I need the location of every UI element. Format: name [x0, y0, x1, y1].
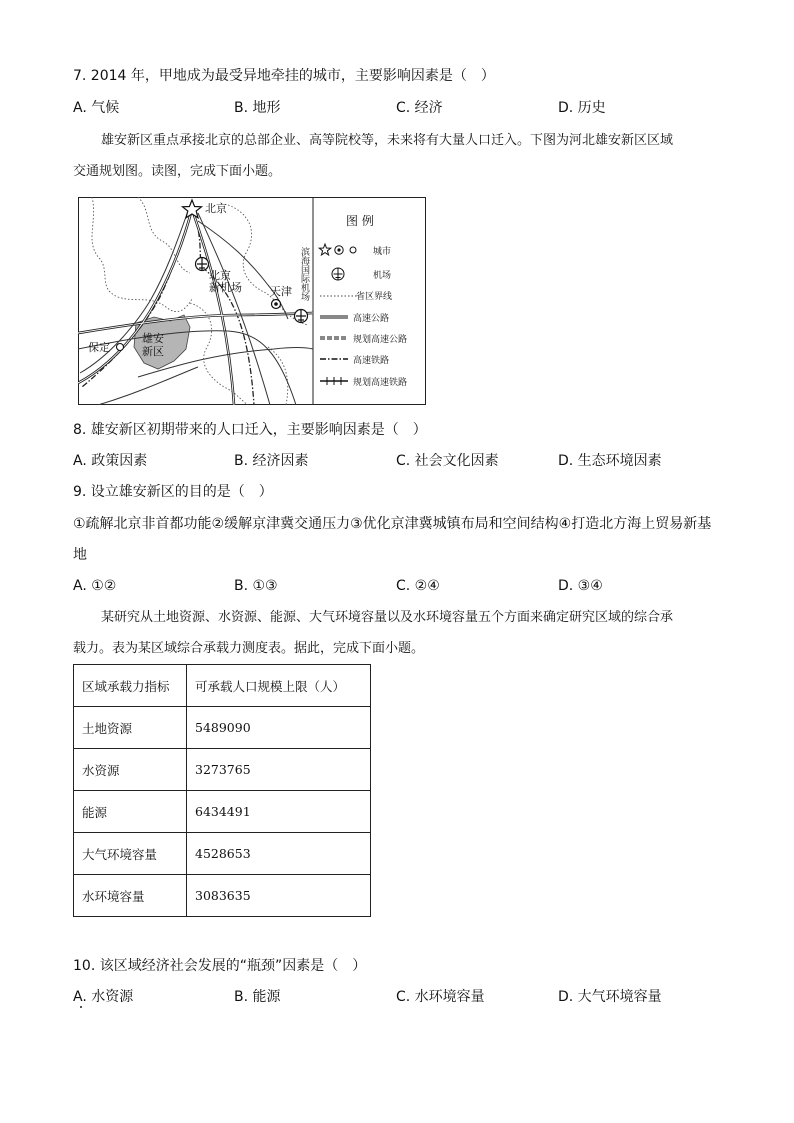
- svg-text:规划高速公路: 规划高速公路: [353, 335, 408, 345]
- label-baoding: 保定: [88, 341, 110, 354]
- label-binhai-airport: 滨海国际机场: [299, 247, 309, 301]
- q8-option-b[interactable]: B. 经济因素: [234, 453, 309, 469]
- intro-1-line-2: 交通规划图。读图，完成下面小题。: [73, 164, 282, 179]
- q8-option-d[interactable]: D. 生态环境因素: [558, 453, 662, 469]
- label-new-airport-2: 新机场: [209, 281, 242, 294]
- table-cell-value: 4528653: [187, 833, 371, 875]
- table-row: [74, 791, 371, 833]
- legend-town-icon: [350, 247, 356, 253]
- table-row: [74, 833, 371, 875]
- binhai-airport-icon: [295, 310, 308, 323]
- table-header-row: [74, 665, 371, 707]
- svg-text:机场: 机场: [373, 271, 392, 281]
- label-tianjin: 天津: [270, 285, 292, 298]
- q7-option-c[interactable]: C. 经济: [396, 100, 443, 116]
- table-row: [74, 875, 371, 917]
- legend-title: 图 例: [346, 214, 374, 228]
- q10-option-a[interactable]: A. 水资源: [73, 989, 134, 1005]
- q7-option-a[interactable]: A. 气候: [73, 100, 120, 116]
- label-xiongan-2: 新区: [142, 345, 164, 358]
- table-cell-value: 3083635: [187, 875, 371, 917]
- table-cell-value: 5489090: [187, 707, 371, 749]
- capacity-table: [73, 664, 371, 917]
- svg-text:高速公路: 高速公路: [353, 314, 390, 324]
- q7-option-b[interactable]: B. 地形: [234, 100, 281, 116]
- intro-1-line-1: 雄安新区重点承接北京的总部企业、高等院校等，未来将有大量人口迁入。下图为河北雄安新区区域: [101, 133, 674, 148]
- svg-text:城市: 城市: [373, 247, 392, 257]
- table-row: [74, 707, 371, 749]
- table-cell-indicator: 水环境容量: [74, 875, 187, 917]
- q8-option-a[interactable]: A. 政策因素: [73, 453, 148, 469]
- xiongan-transport-map: [78, 197, 426, 405]
- label-beijing: 北京: [205, 202, 227, 215]
- question-10-stem: 10. 该区域经济社会发展的“瓶颈”因素是（ ）: [73, 958, 367, 974]
- table-row: [74, 749, 371, 791]
- table-cell-indicator: 水资源: [74, 749, 187, 791]
- question-9-stem: 9. 设立雄安新区的目的是（ ）: [73, 484, 273, 500]
- q8-option-c[interactable]: C. 社会文化因素: [396, 453, 499, 469]
- q9-statements-line-2: 地: [73, 547, 87, 563]
- table-cell-indicator: 能源: [74, 791, 187, 833]
- table-cell-indicator: 大气环境容量: [74, 833, 187, 875]
- question-8-stem: 8. 雄安新区初期带来的人口迁入，主要影响因素是（ ）: [73, 422, 427, 438]
- table-cell-value: 3273765: [187, 749, 371, 791]
- q9-option-b[interactable]: B. ①③: [234, 578, 278, 594]
- q9-option-c[interactable]: C. ②④: [396, 578, 440, 594]
- table-header-indicator: 区域承载力指标: [74, 665, 187, 707]
- table-cell-value: 6434491: [187, 791, 371, 833]
- q7-option-d[interactable]: D. 历史: [558, 100, 606, 116]
- svg-text:规划高速铁路: 规划高速铁路: [353, 378, 408, 388]
- label-new-airport-1: 北京: [209, 269, 231, 282]
- q9-statements-line-1: ①疏解北京非首都功能②缓解京津冀交通压力③优化京津冀城镇布局和空间结构④打造北方海上贸易新基: [73, 516, 712, 532]
- q10-option-b[interactable]: B. 能源: [234, 989, 281, 1005]
- intro-2-line-1: 某研究从土地资源、水资源、能源、大气环境容量以及水环境容量五个方面来确定研究区域的综合承: [101, 610, 674, 625]
- q9-option-d[interactable]: D. ③④: [558, 578, 603, 594]
- q10-option-d[interactable]: D. 大气环境容量: [558, 989, 662, 1005]
- svg-text:省区界线: 省区界线: [356, 292, 393, 302]
- q10-option-c[interactable]: C. 水环境容量: [396, 989, 485, 1005]
- intro-2-line-2: 载力。表为某区域综合承载力测度表。据此，完成下面小题。: [73, 641, 425, 656]
- table-cell-indicator: 土地资源: [74, 707, 187, 749]
- q9-option-a[interactable]: A. ①②: [73, 578, 117, 594]
- question-7-stem: 7. 2014 年，甲地成为最受异地牵挂的城市，主要影响因素是（ ）: [73, 68, 495, 84]
- table-header-population: 可承载人口规模上限（人）: [187, 665, 371, 707]
- stray-dot: [80, 1006, 82, 1008]
- baoding-city-icon: [117, 344, 124, 351]
- svg-text:高速铁路: 高速铁路: [353, 356, 390, 366]
- label-xiongan-1: 雄安: [142, 332, 164, 345]
- beijing-new-airport-icon: [196, 258, 209, 271]
